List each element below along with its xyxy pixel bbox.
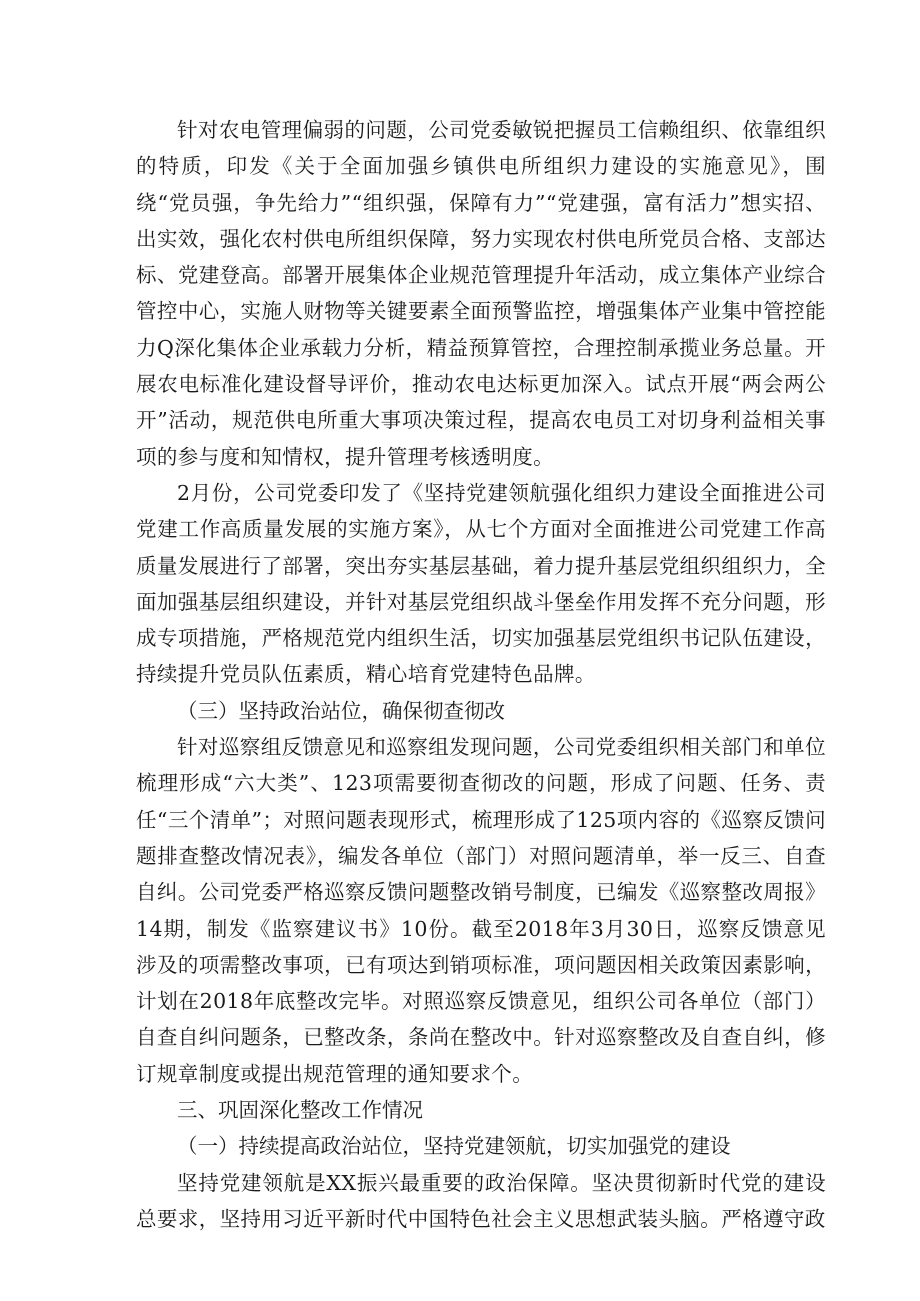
paragraph-february-plan: 2月份，公司党委印发了《坚持党建领航强化组织力建设全面推进公司党建工作高质量发展的实施方案》，从七个方面对全面推进公司党建工作高质量发展进行了部署，突出夯实基层基础，着力提升基层党组织组织力，全面加强基层组织建设，并针对基层党组织战斗堡垒作用发挥不充分问题，形成专项措施，严格规范党内组织生活，切实加强基层党组织书记队伍建设，持续提升党员队伍素质，精心培育党建特色品牌。: [136, 480, 826, 687]
subsection-heading-party-building: （一）持续提高政治站位，坚持党建领航，切实加强党的建设: [177, 1134, 731, 1159]
paragraph-rural-power-management: 针对农电管理偏弱的问题，公司党委敏锐把握员工信赖组织、依靠组织的特质，印发《关于全面加强乡镇供电所组织力建设的实施意见》，围绕“党员强，争先给力”“组织强，保障有力”“党建强，富有活力”想实招、出实效，强化农村供电所组织保障，努力实现农村供电所党员合格、支部达标、党建登高。部署开展集体企业规范管理提升年活动，成立集体产业综合管控中心，实施人财物等关键要素全面预警监控，增强集体产业集中管控能力Q深化集体企业承载力分析，精益预算管控，合理控制承揽业务总量。开展农电标准化建设督导评价，推动农电达标更加深入。试点开展“两会两公开”活动，规范供电所重大事项决策过程，提高农电员工对切身利益相关事项的参与度和知情权，提升管理考核透明度。: [136, 118, 826, 469]
section-heading-political-stance: （三）坚持政治站位，确保彻查彻改: [177, 698, 505, 723]
document-page: [136, 112, 826, 1237]
section-heading-consolidate-rectification: 三、巩固深化整改工作情况: [177, 1098, 423, 1123]
paragraph-inspection-rectification: 针对巡察组反馈意见和巡察组发现问题，公司党委组织相关部门和单位梳理形成“六大类”、123项需要彻查彻改的问题，形成了问题、任务、责任“三个清单”；对照问题表现形式，梳理形成了125项内容的《巡察反馈问题排查整改情况表》，编发各单位（部门）对照问题清单，举一反三、自查自纠。公司党委严格巡察反馈问题整改销号制度，已编发《巡察整改周报》14期，制发《监察建议书》10份。截至2018年3月30日，巡察反馈意见涉及的项需整改事项，已有项达到销项标准，项问题因相关政策因素影响，计划在2018年底整改完毕。对照巡察反馈意见，组织公司各单位（部门）自查自纠问题条，已整改条，条尚在整改中。针对巡察整改及自查自纠，修订规章制度或提出规范管理的通知要求个。: [136, 735, 826, 1086]
paragraph-party-leadership: 坚持党建领航是XX振兴最重要的政治保障。坚决贯彻新时代党的建设总要求，坚持用习近平新时代中国特色社会主义思想武装头脑。严格遵守政: [136, 1170, 826, 1231]
